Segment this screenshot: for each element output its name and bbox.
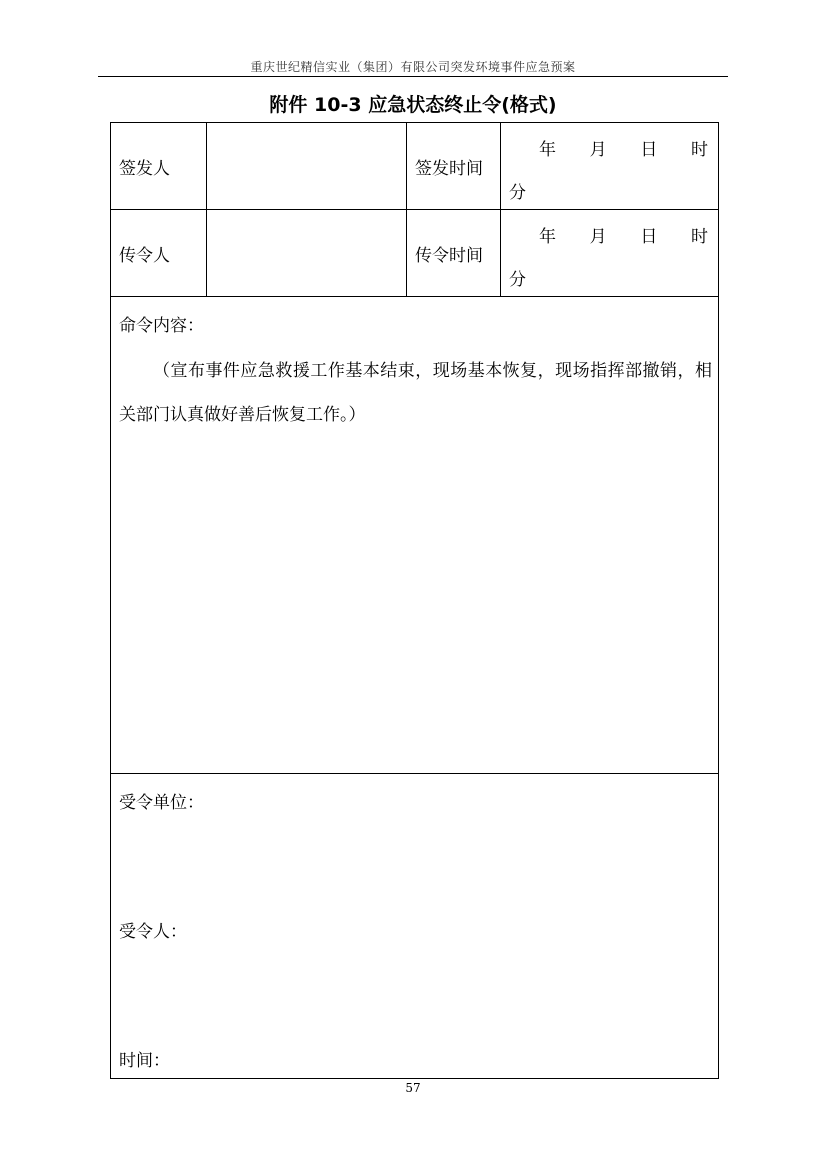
issuer-label: 签发人 xyxy=(111,123,207,210)
issue-time-label: 签发时间 xyxy=(407,123,501,210)
minute-label: 分 xyxy=(509,270,526,290)
relay-time-field[interactable] xyxy=(501,210,719,297)
receiving-unit-label: 受令单位： xyxy=(119,793,204,813)
receipt-time-label: 时间： xyxy=(119,1051,170,1071)
issue-time-field[interactable] xyxy=(501,123,719,210)
order-content-text: （宣布事件应急救援工作基本结束，现场基本恢复，现场指挥部撤销，相关部门认真做好善后恢复工作。） xyxy=(119,361,712,425)
messenger-row xyxy=(111,210,719,297)
header-divider xyxy=(98,76,728,77)
order-content-row xyxy=(111,297,719,774)
month-label: 月 xyxy=(589,140,607,160)
minute-label: 分 xyxy=(509,183,526,203)
day-label: 日 xyxy=(640,227,658,247)
termination-order-form xyxy=(110,122,719,1079)
messenger-field[interactable] xyxy=(207,210,407,297)
page-number: 57 xyxy=(405,1081,421,1095)
year-label: 年 xyxy=(539,140,556,160)
order-content-label: 命令内容： xyxy=(119,316,204,336)
hour-label: 时 xyxy=(690,227,708,247)
receiver-field[interactable] xyxy=(111,774,719,1079)
receiver-row xyxy=(111,774,719,1079)
month-label: 月 xyxy=(589,227,607,247)
document-title: 附件 10-3 应急状态终止令(格式) xyxy=(269,94,557,116)
day-label: 日 xyxy=(640,140,658,160)
messenger-label: 传令人 xyxy=(111,210,207,297)
relay-time-label: 传令时间 xyxy=(407,210,501,297)
order-content-field[interactable] xyxy=(111,297,719,774)
issuer-field[interactable] xyxy=(207,123,407,210)
issuer-row xyxy=(111,123,719,210)
year-label: 年 xyxy=(539,227,556,247)
hour-label: 时 xyxy=(690,140,708,160)
running-header: 重庆世纪精信实业（集团）有限公司突发环境事件应急预案 xyxy=(250,60,576,74)
recipient-label: 受令人： xyxy=(119,922,187,942)
